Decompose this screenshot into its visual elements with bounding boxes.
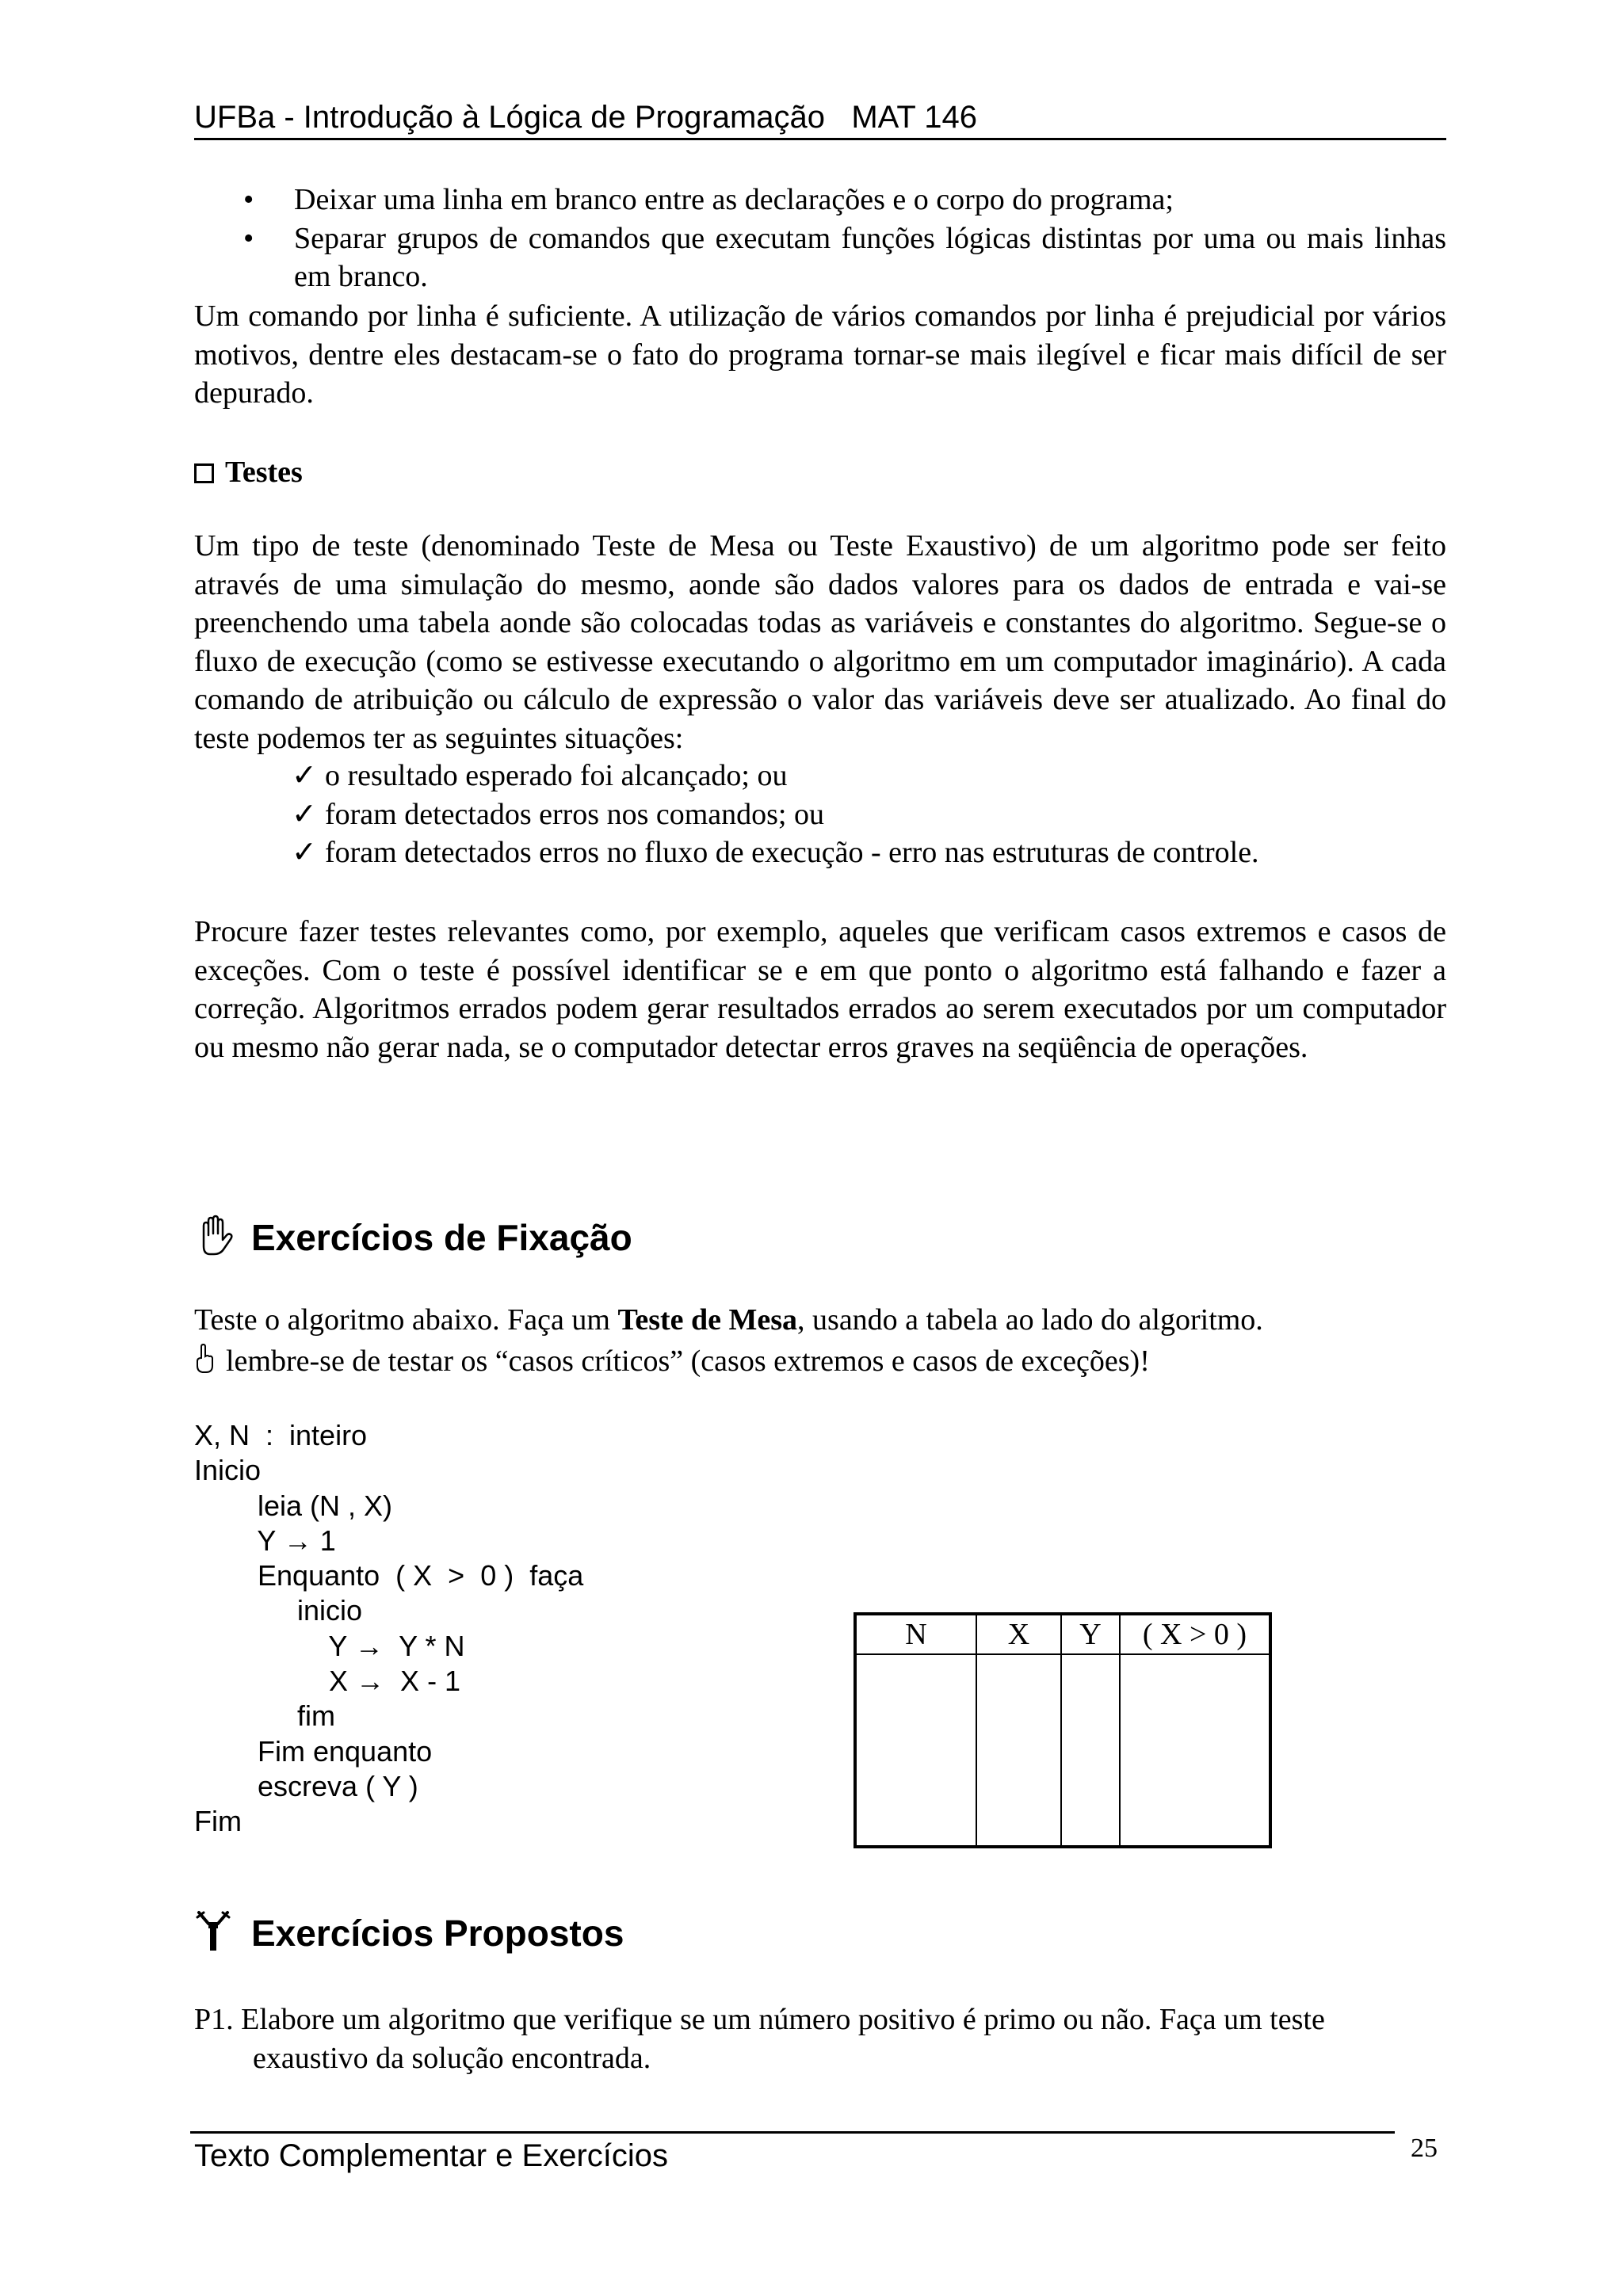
- code-line: fim: [194, 1699, 336, 1733]
- hand-icon: [194, 1215, 251, 1267]
- code-line: escreva ( Y ): [194, 1769, 418, 1802]
- table-header-x: X: [976, 1614, 1061, 1654]
- check-icon: ✓: [292, 797, 317, 831]
- exercise-p1-line2: exaustivo da solução encontrada.: [253, 2041, 651, 2075]
- bullet-icon: •: [243, 183, 254, 216]
- trace-table: [854, 1612, 1272, 1848]
- check-item: [292, 795, 1259, 834]
- exercise-tip: [194, 1341, 1446, 1385]
- header-code: MAT 146: [851, 100, 977, 135]
- exercise-p1-text: Elabore um algoritmo que verifique se um número positivo é primo ou não. Faça um teste: [241, 2003, 1325, 2036]
- code-line: X, N : inteiro: [194, 1419, 368, 1451]
- table-cell[interactable]: [1061, 1654, 1120, 1847]
- code-line: Fim: [194, 1805, 242, 1838]
- table-cell[interactable]: [976, 1654, 1061, 1847]
- code-line: Y → 1: [194, 1524, 336, 1557]
- bullet-text: Separar grupos de comandos que executam funções lógicas distintas por uma ou mais linhas em branco.: [294, 221, 1446, 293]
- check-item: [292, 833, 1259, 872]
- table-cell[interactable]: [1120, 1654, 1270, 1847]
- header-course: UFBa - Introdução à Lógica de Programação: [194, 100, 825, 135]
- check-icon: ✓: [292, 836, 317, 869]
- code-line: Fim enquanto: [194, 1734, 433, 1768]
- footer-text: Texto Complementar e Exercícios: [194, 2138, 669, 2173]
- check-icon: ✓: [292, 759, 317, 792]
- section-title-text: Exercícios de Fixação: [251, 1217, 632, 1258]
- checkbox-icon: [194, 463, 214, 483]
- intro-text: Teste o algoritmo abaixo. Faça um: [194, 1303, 618, 1337]
- section-title-propostos: [194, 1909, 624, 1963]
- intro-text: , usando a tabela ao lado do algoritmo.: [797, 1303, 1263, 1337]
- paragraph-one-command: Um comando por linha é suficiente. A utilização de vários comandos por linha é prejudicial por vários motivos, dentre eles destacam-se o fato do programa tornar-se mais ilegível e ficar mais difícil de ser depurado.: [194, 299, 1446, 410]
- table-header-n: N: [855, 1614, 976, 1654]
- check-text: o resultado esperado foi alcançado; ou: [325, 759, 788, 792]
- pointing-finger-icon: [194, 1344, 226, 1385]
- table-header-row: [855, 1614, 1270, 1654]
- table-row: [855, 1654, 1270, 1847]
- bullet-list: [194, 181, 1446, 296]
- footer-rule: [190, 2131, 1395, 2134]
- exercise-p1-label: P1.: [194, 2003, 234, 2036]
- code-line: X → X - 1: [194, 1665, 461, 1698]
- page-header: [194, 97, 1446, 140]
- paragraph-procure: Procure fazer testes relevantes como, por exemplo, aqueles que verificam casos extremos e casos de exceções. Com o teste é possível identificar se e em que ponto o algoritmo está falhando e fazer a correção. Algoritmos errados podem gerar resultados errados ao serem executados por um computador ou mesmo não gerar nada, se o computador detectar erros graves na seqüência de operações.: [194, 915, 1446, 1064]
- bullet-item: [194, 219, 1446, 296]
- bullet-text: Deixar uma linha em branco entre as declarações e o corpo do programa;: [294, 183, 1174, 216]
- check-text: foram detectados erros no fluxo de execução - erro nas estruturas de controle.: [325, 836, 1259, 869]
- exercise-instruction: [194, 1299, 1446, 1341]
- table-cell[interactable]: [855, 1654, 976, 1847]
- section-title-text: Exercícios Propostos: [251, 1913, 624, 1955]
- paragraph-testes: Um tipo de teste (denominado Teste de Mesa ou Teste Exaustivo) de um algoritmo pode ser feito através de uma simulação do mesmo, aonde são dados valores para os dados de entrada e vai-se preenchendo uma tabela aonde são colocadas todas as variáveis e constantes do algoritmo. Segue-se o fluxo de execução (como se estivesse executando o algoritmo em um computador imaginário). A cada comando de atribuição ou cálculo de expressão o valor das variáveis deve ser atualizado. Ao final do teste podemos ter as seguintes situações:: [194, 529, 1446, 755]
- code-line: Inicio: [194, 1454, 262, 1487]
- section-title-testes: [194, 453, 303, 491]
- algorithm-code: [194, 1418, 583, 1840]
- section-title-text: Testes: [225, 456, 303, 489]
- code-line: leia (N , X): [194, 1489, 393, 1522]
- bullet-item: [194, 181, 1446, 219]
- section-title-fixacao: [194, 1214, 632, 1267]
- code-line: Enquanto ( X > 0 ) faça: [194, 1559, 584, 1592]
- table-header-y: Y: [1061, 1614, 1120, 1654]
- tool-icon: [194, 1909, 251, 1963]
- check-item: [292, 757, 1259, 795]
- code-line: inicio: [194, 1594, 363, 1627]
- exercise-p1: [194, 2000, 1446, 2077]
- exercise-intro: [194, 1299, 1446, 1385]
- bullet-icon: •: [243, 221, 254, 255]
- check-text: foram detectados erros nos comandos; ou: [325, 797, 824, 831]
- code-line: Y → Y * N: [194, 1629, 465, 1662]
- tip-text: lembre-se de testar os “casos críticos” (casos extremos e casos de exceções)!: [226, 1344, 1150, 1378]
- intro-bold: Teste de Mesa: [617, 1303, 798, 1337]
- table-header-condition: ( X > 0 ): [1120, 1614, 1270, 1654]
- exercise-p1-line1: [194, 2000, 1446, 2039]
- check-list: [292, 757, 1259, 872]
- page-number: 25: [1411, 2134, 1438, 2163]
